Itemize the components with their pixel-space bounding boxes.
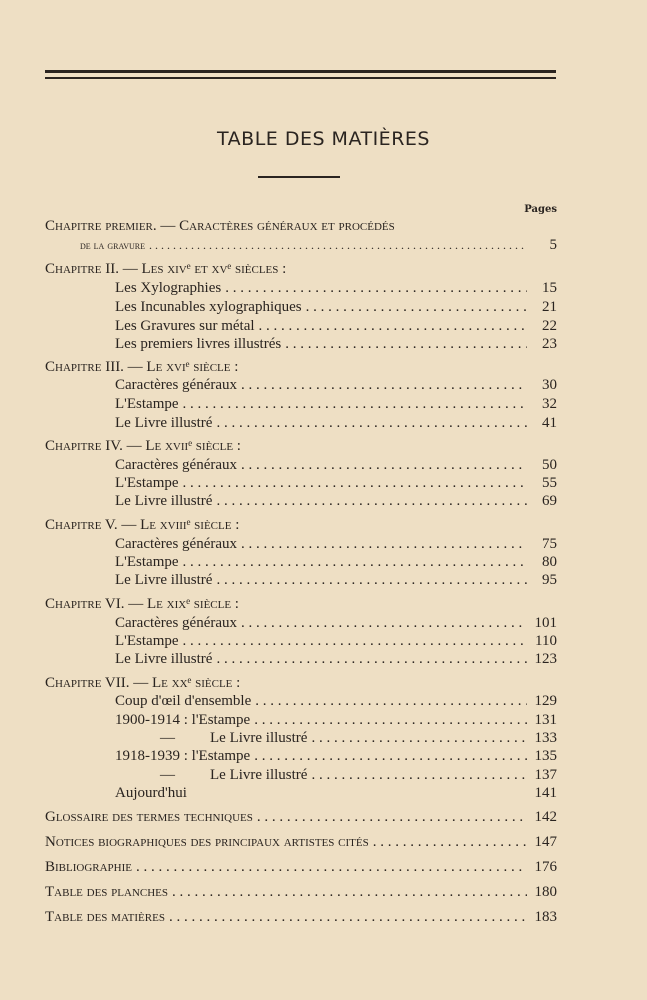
page-title: TABLE DES MATIÈRES (217, 128, 430, 150)
page-number: 30 (542, 377, 557, 393)
toc-entry[interactable]: Le Livre illustré . . . 137 (210, 765, 557, 785)
page-number: 55 (542, 475, 557, 491)
page-number: 101 (534, 615, 557, 631)
top-rule-thick (45, 70, 556, 73)
page-number: 142 (534, 809, 557, 825)
toc-appendix-contents[interactable]: Table des matières . . . 183 (45, 907, 557, 927)
toc-chapter-6-heading[interactable]: Chapitre VI. — Le xixᵉ siècle : (45, 596, 239, 612)
toc-entry[interactable]: Les Gravures sur métal . . . 22 (115, 316, 557, 336)
toc-chapter-1-entry[interactable]: de la gravure . . . 5 (80, 235, 557, 255)
toc-entry[interactable]: Le Livre illustré . . . 69 (115, 491, 557, 511)
toc-appendix-glossary[interactable]: Glossaire des termes techniques . . . 142 (45, 807, 557, 827)
toc-entry[interactable]: Les Incunables xylographiques . . . 21 (115, 297, 557, 317)
toc-entry[interactable]: L'Estampe . . . 55 (115, 473, 557, 493)
page-number: 69 (542, 493, 557, 509)
toc-chapter-4-heading[interactable]: Chapitre IV. — Le xviiᵉ siècle : (45, 438, 241, 454)
page-number: 23 (542, 336, 557, 352)
page-number: 180 (534, 884, 557, 900)
page-number: 80 (542, 554, 557, 570)
page-number: 133 (534, 730, 557, 746)
toc-entry[interactable]: Caractères généraux . . . 30 (115, 375, 557, 395)
page-number: 75 (542, 536, 557, 552)
toc-entry[interactable]: Le Livre illustré . . . 133 (210, 728, 557, 748)
toc-chapter-3-heading[interactable]: Chapitre III. — Le xviᵉ siècle : (45, 359, 239, 375)
page-number: 50 (542, 457, 557, 473)
page-number: 21 (542, 299, 557, 315)
toc-entry[interactable]: 1918-1939 : l'Estampe . . . 135 (115, 746, 557, 766)
toc-chapter-1-heading[interactable]: Chapitre premier. — Caractères généraux et procédés (45, 218, 395, 234)
page-number: 41 (542, 415, 557, 431)
toc-entry[interactable]: Caractères généraux . . . 75 (115, 534, 557, 554)
toc-appendix-bibliography[interactable]: Bibliographie . . . 176 (45, 857, 557, 877)
toc-chapter-7-heading[interactable]: Chapitre VII. — Le xxᵉ siècle : (45, 675, 241, 691)
page-number: 22 (542, 318, 557, 334)
page-number: 141 (534, 785, 557, 801)
toc-entry[interactable]: Aujourd'hui 141 (115, 785, 557, 801)
page-number: 95 (542, 572, 557, 588)
page-number: 129 (534, 693, 557, 709)
ditto-dash: — (160, 730, 175, 746)
page-number: 15 (542, 280, 557, 296)
page-number: 176 (534, 859, 557, 875)
page-number: 147 (534, 834, 557, 850)
pages-column-label: Pages (524, 204, 557, 215)
toc-chapter-5-heading[interactable]: Chapitre V. — Le xviiiᵉ siècle : (45, 517, 240, 533)
toc-entry[interactable]: 1900-1914 : l'Estampe . . . 131 (115, 710, 557, 730)
page-number: 135 (534, 748, 557, 764)
title-underline (258, 176, 340, 178)
toc-appendix-plates[interactable]: Table des planches . . . 180 (45, 882, 557, 902)
dot-leader (149, 235, 527, 255)
top-rule-thin (45, 77, 556, 79)
toc-entry[interactable]: Le Livre illustré . . . 123 (115, 649, 557, 669)
page-number: 131 (534, 712, 557, 728)
toc-entry[interactable]: Les Xylographies . . . 15 (115, 278, 557, 298)
ditto-dash: — (160, 767, 175, 783)
toc-entry[interactable]: L'Estampe . . . 110 (115, 631, 557, 651)
toc-entry[interactable]: L'Estampe . . . 32 (115, 394, 557, 414)
page-number: 5 (549, 237, 557, 253)
toc-entry[interactable]: Caractères généraux . . . 101 (115, 613, 557, 633)
toc-entry[interactable]: Le Livre illustré . . . 95 (115, 570, 557, 590)
page-number: 137 (534, 767, 557, 783)
toc-entry[interactable]: Les premiers livres illustrés . . . 23 (115, 334, 557, 354)
page-number: 183 (534, 909, 557, 925)
toc-entry[interactable]: Caractères généraux . . . 50 (115, 455, 557, 475)
page-number: 110 (535, 633, 557, 649)
page-number: 32 (542, 396, 557, 412)
toc-entry[interactable]: Coup d'œil d'ensemble . . . 129 (115, 691, 557, 711)
toc-entry[interactable]: L'Estampe . . . 80 (115, 552, 557, 572)
page-number: 123 (534, 651, 557, 667)
toc-chapter-2-heading[interactable]: Chapitre II. — Les xivᵉ et xvᵉ siècles : (45, 261, 287, 277)
toc-entry[interactable]: Le Livre illustré . . . 41 (115, 413, 557, 433)
toc-appendix-biographies[interactable]: Notices biographiques des principaux artistes cités . . . 147 (45, 832, 557, 852)
